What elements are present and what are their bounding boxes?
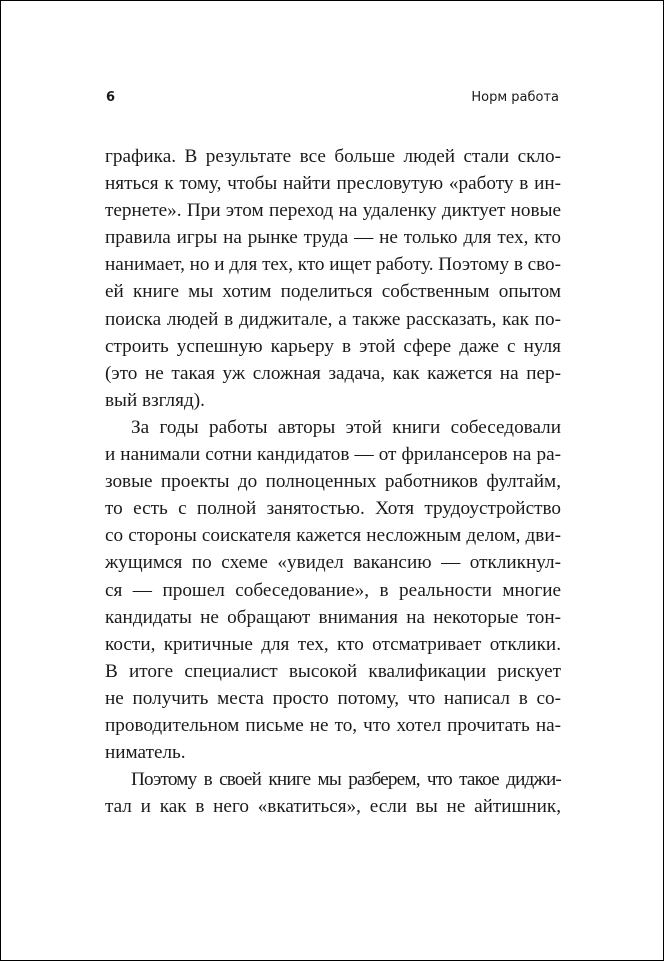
paragraph-2 <box>105 414 561 766</box>
text-line: со стороны соискателя кажется несложным делом, дви- <box>105 525 561 547</box>
text-line: ся — прошел собеседование», в реальности многие <box>105 579 561 601</box>
text-line: кандидаты не обращают внимания на некоторые тон- <box>105 606 561 628</box>
text-line: правила игры на рынке труда — не только для тех, кто <box>105 227 561 249</box>
running-head <box>106 90 559 110</box>
text-line: няться к тому, чтобы найти пресловутую «работу в ин- <box>105 173 561 195</box>
book-title: Норм работа <box>471 90 559 105</box>
text-line: За годы работы авторы этой книги собеседовали <box>131 416 561 438</box>
text-line: Поэтому в своей книге мы разберем, что такое диджи- <box>131 769 561 791</box>
text-line: вый взгляд). <box>105 389 205 411</box>
text-line: тал и как в него «вкатиться», если вы не айтишник, <box>105 796 561 818</box>
text-line: нанимает, но и для тех, кто ищет работу. Поэтому в сво- <box>105 254 561 276</box>
text-line: поиска людей в диджитале, а также рассказать, как по- <box>105 308 561 330</box>
text-line: не получить места просто потому, что написал в со- <box>105 687 561 709</box>
text-line: ниматель. <box>105 742 186 764</box>
text-line: В итоге специалист высокой квалификации рискует <box>105 660 561 682</box>
text-line: графика. В результате все больше людей стали скло- <box>105 146 561 167</box>
paragraph-1 <box>105 143 561 414</box>
text-line: то есть с полной занятостью. Хотя трудоустройство <box>105 498 561 520</box>
text-line: (это не такая уж сложная задача, как кажется на пер- <box>105 362 561 384</box>
text-line: строить успешную карьеру в этой сфере даже с нуля <box>105 335 561 357</box>
text-line: кости, критичные для тех, кто отсматривает отклики. <box>105 633 561 655</box>
text-line: зовые проекты до полноценных работников фултайм, <box>105 471 561 493</box>
body-text <box>105 143 561 820</box>
text-line: проводительном письме не то, что хотел прочитать на- <box>105 714 561 736</box>
text-line: и нанимали сотни кандидатов — от фрилансеров на ра- <box>105 444 561 466</box>
page-number: 6 <box>106 90 116 105</box>
text-line: ей книге мы хотим поделиться собственным опытом <box>105 281 561 303</box>
paragraph-3 <box>105 766 561 820</box>
text-line: жущимся по схеме «увидел вакансию — откликнул- <box>105 552 561 574</box>
text-line: тернете». При этом переход на удаленку диктует новые <box>105 200 561 222</box>
